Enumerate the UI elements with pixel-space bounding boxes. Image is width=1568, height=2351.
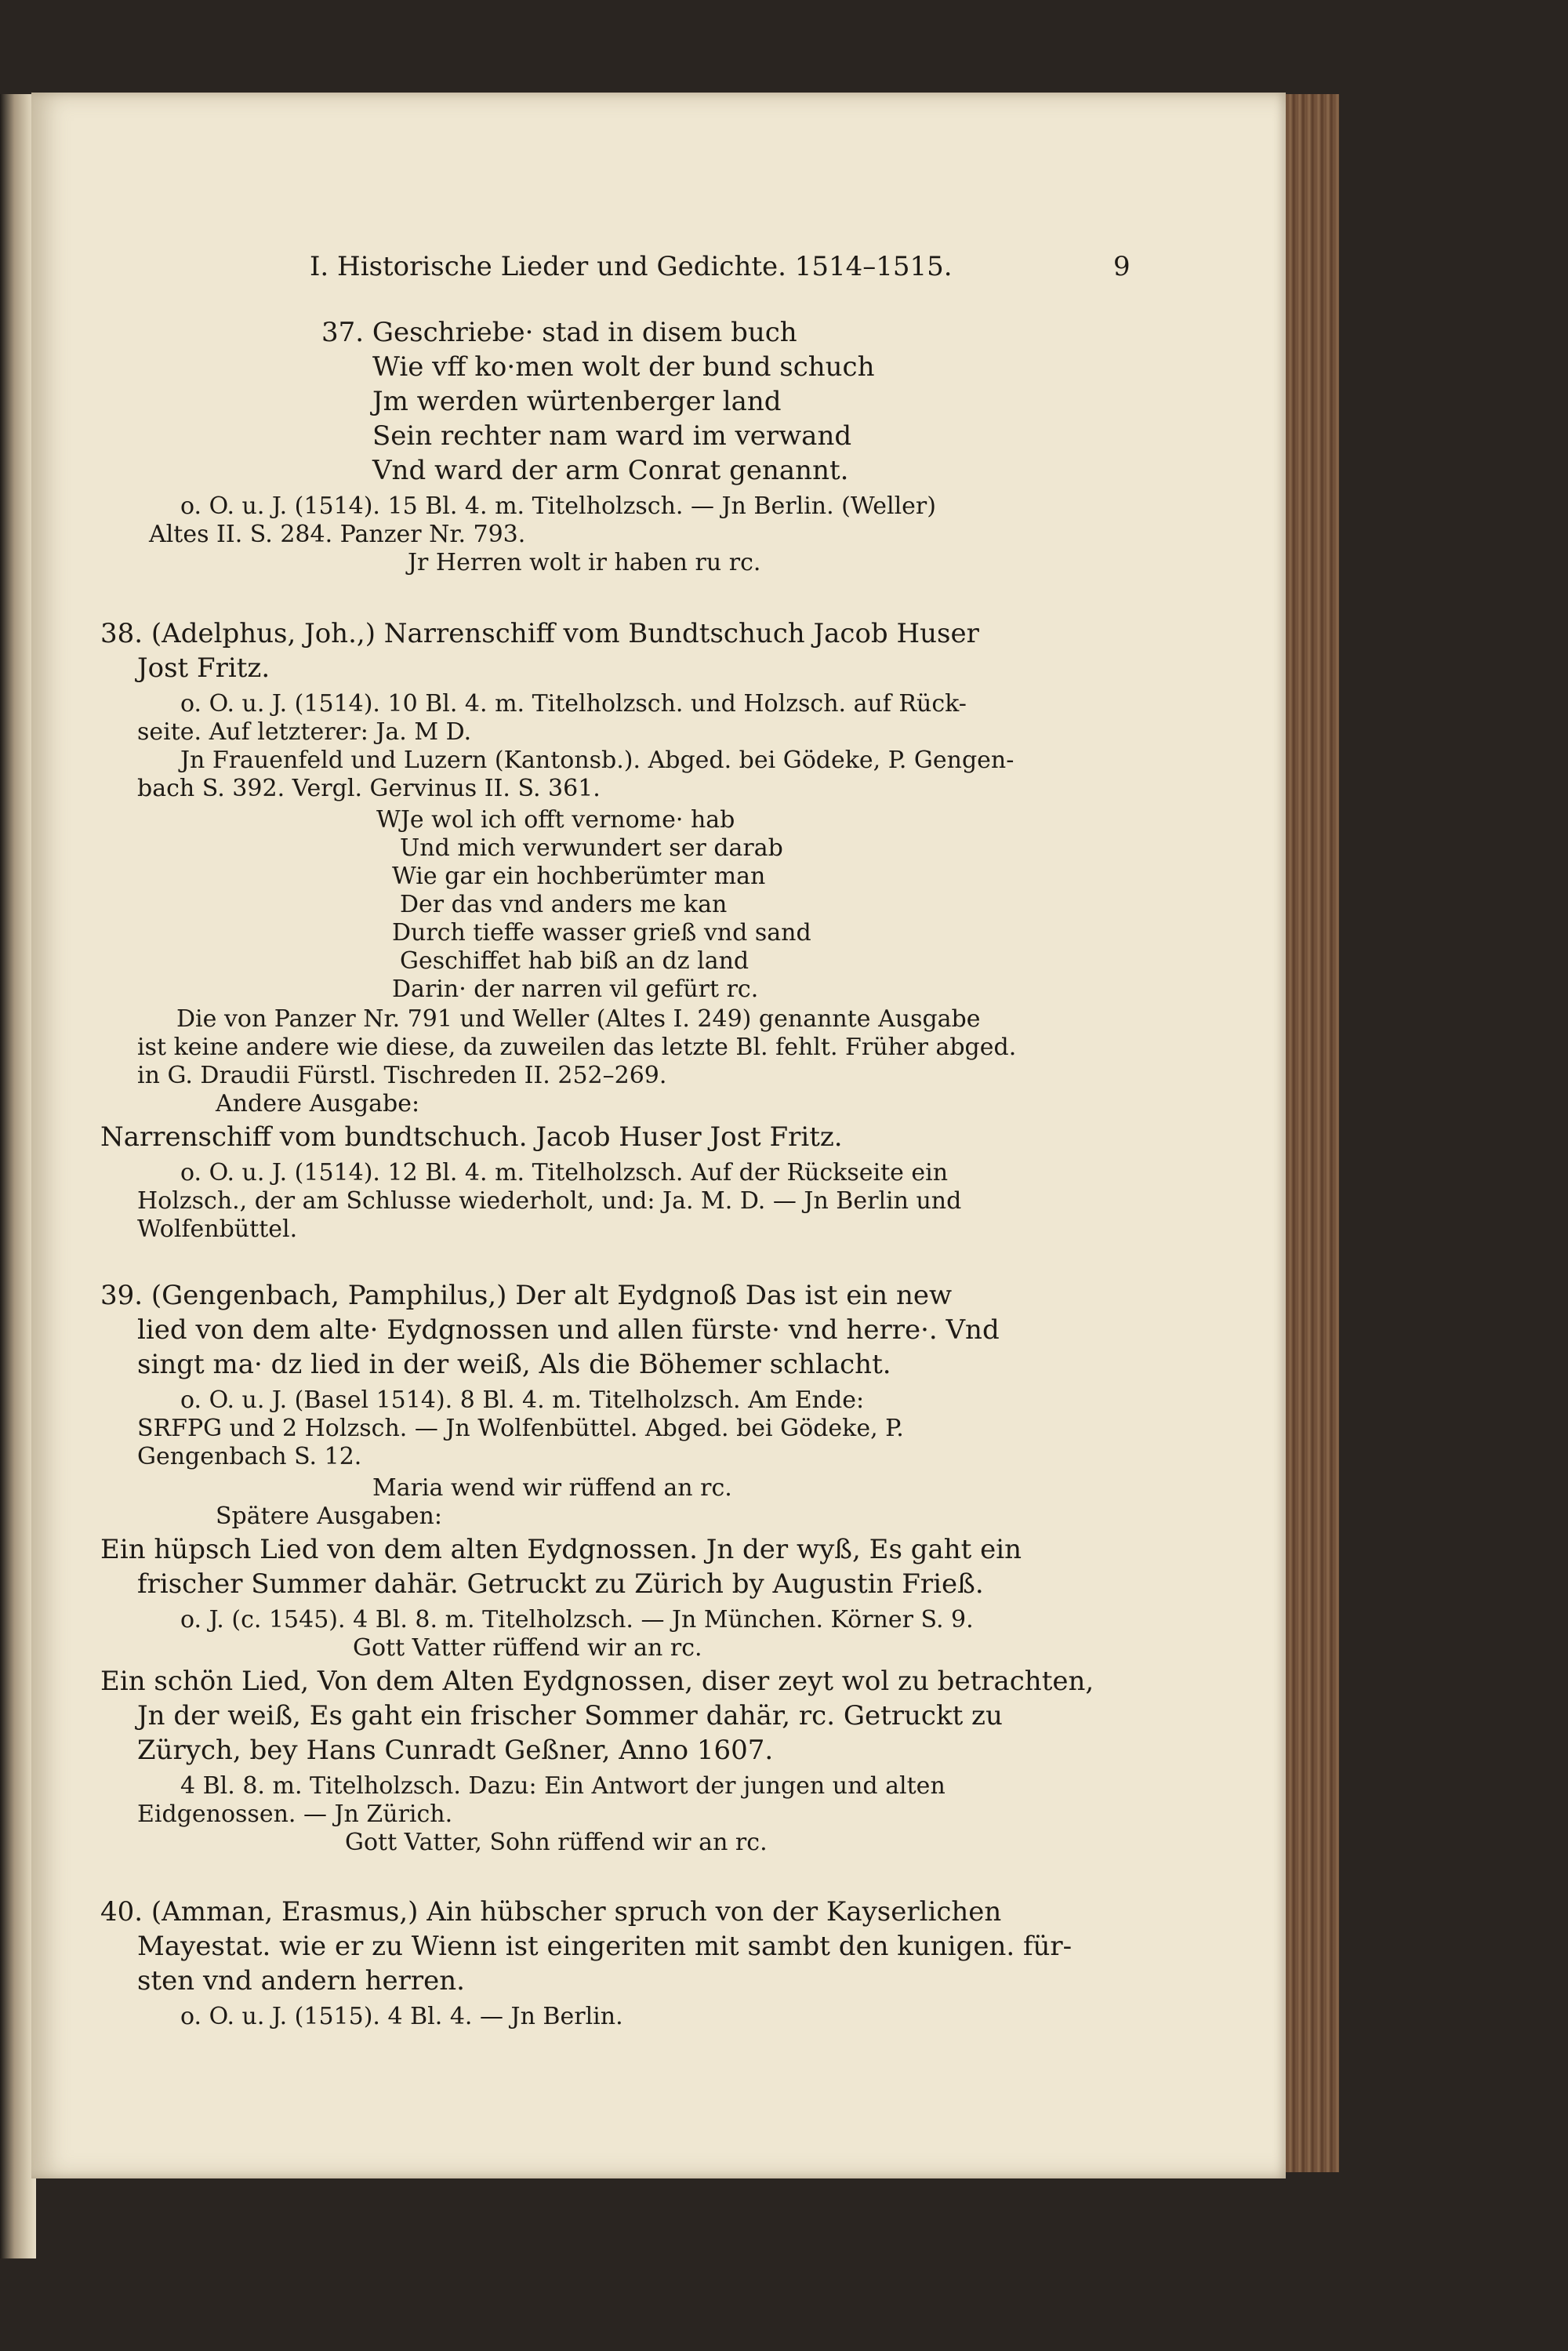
verse-line: Durch tieffe wasser grieß vnd sand	[392, 919, 811, 947]
entry-39-title-cont: singt ma· dz lied in der weiß, Als die Böhemer schlacht.	[137, 1349, 891, 1380]
note-line: SRFPG und 2 Holzsch. — Jn Wolfenbüttel. Abged. bei Gödeke, P.	[137, 1415, 904, 1442]
entry-40-title-cont: sten vnd andern herren.	[137, 1965, 465, 1997]
later-edition-title: Ein hüpsch Lied von dem alten Eydgnossen. Jn der wyß, Es gaht ein	[100, 1534, 1022, 1565]
later-edition-title: Zürych, bey Hans Cunradt Geßner, Anno 1607.	[137, 1735, 774, 1766]
verse-line: Jm werden würtenberger land	[372, 386, 782, 417]
incipit-line: Maria wend wir rüffend an rc.	[372, 1474, 732, 1502]
note-line: Die von Panzer Nr. 791 und Weller (Altes I. 249) genannte Ausgabe	[176, 1005, 981, 1033]
incipit-line: Gott Vatter, Sohn rüffend wir an rc.	[345, 1829, 768, 1856]
verse-line: Der das vnd anders me kan	[400, 891, 728, 918]
note-line: Altes II. S. 284. Panzer Nr. 793.	[149, 521, 526, 548]
entry-40-title-cont: Mayestat. wie er zu Wienn ist eingeriten mit sambt den kunigen. für-	[137, 1931, 1073, 1962]
verse-line: Wie gar ein hochberümter man	[392, 863, 766, 890]
verse-line: WJe wol ich offt vernome· hab	[376, 806, 735, 834]
note-line: in G. Draudii Fürstl. Tischreden II. 252–269.	[137, 1062, 667, 1089]
note-line: Spätere Ausgaben:	[216, 1503, 442, 1530]
note-line: Jn Frauenfeld und Luzern (Kantonsb.). Abged. bei Gödeke, P. Gengen-	[180, 747, 1014, 774]
verse-line: Sein rechter nam ward im verwand	[372, 420, 852, 452]
note-line: o. J. (c. 1545). 4 Bl. 8. m. Titelholzsch. — Jn München. Körner S. 9.	[180, 1606, 974, 1633]
note-line: Eidgenossen. — Jn Zürich.	[137, 1800, 453, 1828]
verse-line: Geschiffet hab biß an dz land	[400, 947, 750, 975]
note-line: Andere Ausgabe:	[216, 1090, 420, 1117]
running-title: I. Historische Lieder und Gedichte. 1514–1515.	[310, 251, 953, 282]
entry-39-title: 39. (Gengenbach, Pamphilus,) Der alt Eydgnoß Das ist ein new	[100, 1280, 953, 1311]
verse-line: Und mich verwundert ser darab	[400, 834, 783, 862]
note-line: o. O. u. J. (1514). 15 Bl. 4. m. Titelholzsch. — Jn Berlin. (Weller)	[180, 492, 936, 520]
entry-39-title-cont: lied von dem alte· Eydgnossen und allen fürste· vnd herre·. Vnd	[137, 1314, 1000, 1346]
note-line: o. O. u. J. (1514). 10 Bl. 4. m. Titelholzsch. und Holzsch. auf Rück-	[180, 690, 967, 718]
entry-40-title: 40. (Amman, Erasmus,) Ain hübscher spruch von der Kayserlichen	[100, 1896, 1002, 1928]
alt-edition-title: Narrenschiff vom bundtschuch. Jacob Huser Jost Fritz.	[100, 1121, 843, 1153]
note-line: o. O. u. J. (1515). 4 Bl. 4. — Jn Berlin.	[180, 2003, 623, 2030]
note-line: ist keine andere wie diese, da zuweilen das letzte Bl. fehlt. Früher abged.	[137, 1034, 1017, 1061]
page-number: 9	[1113, 251, 1131, 282]
verse-line: Darin· der narren vil gefürt rc.	[392, 976, 759, 1003]
note-line: 4 Bl. 8. m. Titelholzsch. Dazu: Ein Antwort der jungen und alten	[180, 1772, 946, 1800]
incipit-line: Jr Herren wolt ir haben ru rc.	[408, 549, 761, 576]
verse-line: Vnd ward der arm Conrat genannt.	[372, 455, 849, 486]
page-sheet	[31, 93, 1286, 2178]
entry-38-title-cont: Jost Fritz.	[137, 652, 270, 684]
incipit-line: Gott Vatter rüffend wir an rc.	[353, 1634, 702, 1662]
note-line: seite. Auf letzterer: Ja. M D.	[137, 718, 472, 746]
later-edition-title: Jn der weiß, Es gaht ein frischer Sommer dahär, rc. Getruckt zu	[137, 1700, 1003, 1731]
note-line: Holzsch., der am Schlusse wiederholt, und: Ja. M. D. — Jn Berlin und	[137, 1187, 962, 1215]
verse-line: Wie vff ko·men wolt der bund schuch	[372, 351, 875, 383]
page-text	[31, 93, 1286, 2178]
note-line: o. O. u. J. (1514). 12 Bl. 4. m. Titelholzsch. Auf der Rückseite ein	[180, 1159, 949, 1186]
note-line: Wolfenbüttel.	[137, 1215, 298, 1243]
later-edition-title: Ein schön Lied, Von dem Alten Eydgnossen, diser zeyt wol zu betrachten,	[100, 1666, 1094, 1697]
entry-38-title: 38. (Adelphus, Joh.,) Narrenschiff vom Bundtschuch Jacob Huser	[100, 618, 979, 649]
entry-37-title: 37. Geschriebe· stad in disem buch	[321, 317, 797, 348]
note-line: bach S. 392. Vergl. Gervinus II. S. 361.	[137, 775, 601, 802]
note-line: o. O. u. J. (Basel 1514). 8 Bl. 4. m. Titelholzsch. Am Ende:	[180, 1386, 865, 1414]
note-line: Gengenbach S. 12.	[137, 1443, 362, 1470]
later-edition-title: frischer Summer dahär. Getruckt zu Zürich by Augustin Frieß.	[137, 1568, 984, 1600]
